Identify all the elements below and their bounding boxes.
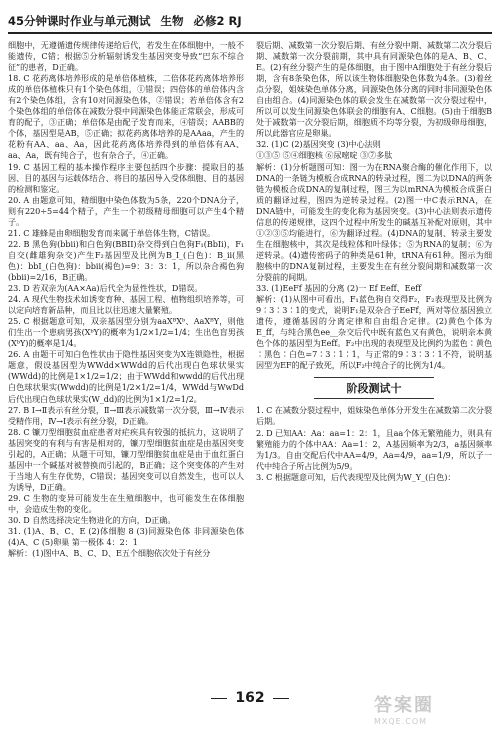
answer-paragraph: 解析：(1)图中A、B、C、D、E五个细胞依次处于有丝分 bbox=[8, 548, 211, 559]
page-number: 162 bbox=[235, 690, 265, 706]
answer-paragraph: 33. (1)EeFf 基因的分离 (2)一 Ef Eeff、Eeff bbox=[256, 283, 422, 294]
answer-paragraph: 解析：(1)分析题图可知：图一为在RNA聚合酶的催化作用下，以DNA的一条链为模板合成RNA的转录过程，图二为以DNA的两条链为模板合成DNA的复制过程，图三为以mRNA为模板合成蛋白质的翻译过程，图四为逆转录过程。(2)图一中C表示RNA，在DNA链中，可能发生的变化称为基因突变。(3)中心法则表示遗传信息的传递规律，这四个过程中所发生的碱基互补配对原则，其中①②③⑤均能进行，⑥为翻译过程。(4)DNA的复制、转录主要发生在细胞核中，其次是线粒体和叶绿体；⑤为RNA的复制；⑥为逆转录。(4)遗传密码子的种类是61种，tRNA有61种。图示为细胞核中的DNA复制过程，主要发生在有丝分裂间期和减数第一次分裂前的间期。 bbox=[256, 161, 492, 282]
answer-paragraph: 22. B 黑色狗(bbii)和白色狗(BBII)杂交得到白色狗F₁(BbIi)，F₁自交(雌雄狗杂交)产生F₂基因型及比例为B_I_(白色)：B_ii(黑色)：bbI_(白色狗)：bbii(褐色)=9：3：3：1，所以杂合褐色狗(bbii)=2/16，B正确。 bbox=[8, 238, 244, 282]
answer-paragraph: 2. D 已知AA：Aa：aa=1：2：1，且aa个体无繁殖能力，则具有繁殖能力的个体中AA：Aa=1：2，A基因频率为2/3，a基因频率为1/3。自由交配后代中AA=4/9，Aa=4/9，aa=1/9，所以子一代中纯合子所占比例为5/9。 bbox=[256, 427, 492, 471]
answer-columns bbox=[8, 40, 492, 684]
left-column bbox=[8, 40, 244, 684]
answer-paragraph: 30. D 自然选择决定生物进化的方向，D正确。 bbox=[8, 515, 176, 526]
footer-dash-right bbox=[273, 698, 289, 699]
answer-paragraph: 26. A 由题干可知白色性状由于隐性基因突变为X连锁隐性，根据题意，假设基因型为WWdd×WWdd的后代出现白色球状果实(WWdd)的比例是1×1/2=1/2；由于WWdd和wwdd的后代出现白色球状果实(Wwdd)的比例是1/2×1/2=1/4，WWdd与WwDd后代出现白色球状果实(W_dd)的比例为1×1/2=1/2。 bbox=[8, 349, 244, 404]
footer-dash-left bbox=[211, 698, 227, 699]
answer-paragraph: 3. C 根据题意可知，后代表现型及比例为W_Y_(白色)： bbox=[256, 471, 456, 482]
answer-paragraph: 25. C 根据题意可知，双亲基因型分别为aaXᴮXᵇ、AaXᴮY，则他们生出一个患病男孩(XᵇY)的概率为1/2×1/2=1/4；生出色盲男孩(XᵇY)的概率是1/4。 bbox=[8, 316, 244, 349]
answer-paragraph: 31. (1)A、B、C、E (2)体细胞 8 (3)同源染色体 非同源染色体 (4)A、C (5)卵巢 第一极体 4：2：1 bbox=[8, 526, 244, 548]
answer-paragraph: 29. C 生物的变异可能发生在生殖细胞中，也可能发生在体细胞中，会造成生物的变化。 bbox=[8, 492, 244, 514]
answer-paragraph: 解析：(1)从图中可看出，F₁蓝色狗自交得F₂，F₂表现型及比例为9∶3∶3∶1的变式，说明F₁是双杂合子EeFf，两对等位基因独立遗传，遵循基因的分离定律和自由组合定律。(2)黄色个体为E_ff，与纯合黑色ee__杂交后代中既有蓝色又有黄色，说明亲本黄色个体的基因型为Eeff。F₂中出现的表现型及比例约为蓝色∶黄色∶黑色∶白色=7∶3∶1∶1，与正常的9∶3∶3∶1不符，说明基因型为EF的配子致死，所以F₂中纯合子的比例为1/4。 bbox=[256, 294, 492, 371]
answer-paragraph: 28. C 镰刀型细胞贫血症患者对疟疾具有较强的抵抗力，这说明了基因突变的有利与有害是相对的，镰刀型细胞贫血症是由基因突变引起的，A正确；从题干可知，镰刀型细胞贫血症是由于血红蛋白基因中一个碱基对被替换而引起的，B正确；这个突变体的产生对于当地人有生存优势，C错误；基因突变可以自然发生，也可以人为诱导，D正确。 bbox=[8, 426, 244, 492]
section-heading: 阶段测试十 bbox=[314, 377, 434, 399]
answer-paragraph: 细胞中，无遵循遗传规律传递给后代，若发生在体细胞中，一般不能遗传，C错；根据⑤分析辐射诱发生基因突变导致“巴东不综合征”的患者，D正确。 bbox=[8, 40, 244, 73]
watermark-logo bbox=[374, 691, 494, 725]
page-header bbox=[8, 10, 492, 34]
book-title: 45分钟课时作业与单元测试 bbox=[8, 14, 151, 28]
book-volume-label: 必修2 RJ bbox=[193, 14, 242, 28]
answer-paragraph: 21. C 雄蜂是由卵细胞发育而来属于单倍体生物，C错误。 bbox=[8, 227, 216, 238]
answer-paragraph: 裂后期、减数第一次分裂后期、有丝分裂中期、减数第二次分裂后期、减数第一次分裂前期，其中具有同源染色体的是A、B、C、E。(2)有丝分裂产生的是体细胞，由于图中A细胞处于有丝分裂后期，含有8条染色体，所以该生物体细胞染色体数为4条。(3)着丝点分裂，姐妹染色单体分离，同源染色体分离的同时非同源染色体自由组合。(4)同源染色体的联会发生在减数第一次分裂过程中，所以可以发生同源染色体联会的细胞有A、C细胞。(5)由于细胞B处于减数第一次分裂后期，细胞质不均等分裂，为初级卵母细胞，所以此器官应是卵巢。 bbox=[256, 40, 492, 139]
right-column bbox=[256, 40, 492, 684]
subject-label: 生物 bbox=[160, 14, 184, 28]
answer-paragraph: ①③⑤ ⑤④细胞核 ⑥尿嘧啶 ③⑦多肽 bbox=[256, 150, 393, 161]
answer-paragraph: 1. C 在减数分裂过程中，姐妹染色单体分开发生在减数第二次分裂后期。 bbox=[256, 405, 492, 427]
answer-paragraph: 20. A 由题意可知，精细胞中染色体数为5条，220个DNA分子，则有220÷5=44个精子，产生一个初级精母细胞可以产生4个精子。 bbox=[8, 194, 244, 227]
answer-paragraph: 32. (1)C (2)基因突变 (3)中心法则 bbox=[256, 139, 381, 150]
answer-paragraph: 24. A 现代生物技术如诱变育种、基因工程、植物组织培养等，可以定向培育新品种，而且比以往迅速大量繁殖。 bbox=[8, 294, 244, 316]
answer-paragraph: 19. C 基因工程的基本操作程序主要包括四个步骤：提取目的基因、目的基因与运载体结合、将目的基因导入受体细胞、目的基因的检测和鉴定。 bbox=[8, 161, 244, 194]
answer-paragraph: 27. B Ⅰ→Ⅱ表示有丝分裂，Ⅱ→Ⅲ表示减数第一次分裂，Ⅲ→Ⅳ表示受精作用，Ⅳ→Ⅰ表示有丝分裂，D正确。 bbox=[8, 404, 244, 426]
answer-paragraph: 18. C 花药离体培养形成的是单倍体植株，二倍体花药离体培养形成的单倍体植株只有1个染色体组，①错误；四倍体的单倍体内含有2个染色体组，含有10对同源染色体，②错误；若单倍体含有2个染色体组的单倍体在减数分裂中同源染色体能正常联会，形成可育的配子，③正确；单倍体是由配子发育而来，④错误；AABB的个体，基因型是AB，⑤正确；拟花药离体培养的是AAaa，产生的花粉有AA、aa、Aa，因此花药离体培养得到的单倍体有AA、aa、Aa，既有纯合子，也有杂合子，④正确。 bbox=[8, 73, 244, 161]
watermark-text: 答案圈 bbox=[374, 695, 434, 716]
answer-paragraph: 23. D 若双亲为(AA×Aa)后代全为显性性状，D错误。 bbox=[8, 283, 203, 294]
watermark-url: MXQE.COM bbox=[374, 717, 428, 726]
